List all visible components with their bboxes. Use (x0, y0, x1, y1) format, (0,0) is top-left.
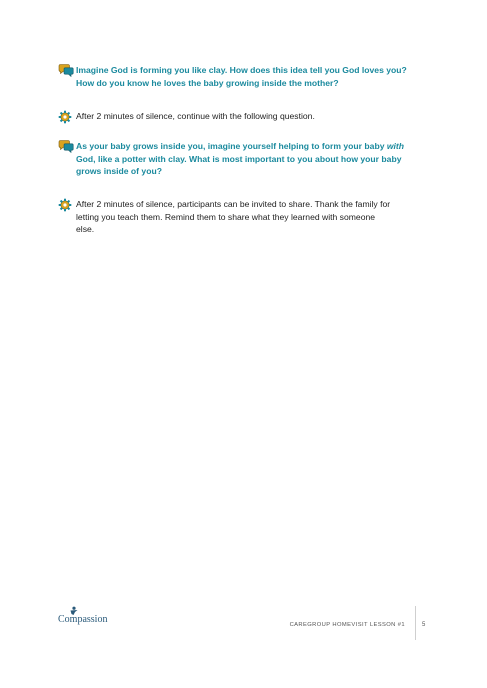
compassion-logo-text: Compassion (58, 614, 108, 625)
page-number: 5 (422, 622, 426, 628)
text-line: How do you know he loves the baby growing inside the mother? (76, 77, 339, 88)
question-block-2 (58, 140, 418, 178)
speech-bubble-icon (58, 64, 74, 78)
instruction-block-1 (58, 110, 418, 123)
lesson-label: CAREGROUP HOMEVISIT LESSON #1 (289, 622, 405, 628)
speech-bubble-icon (58, 140, 74, 154)
footer-divider (415, 606, 416, 640)
text-line: After 2 minutes of silence, participants can be invited to share. Thank the family for (76, 199, 391, 209)
text-line: letting you teach them. Remind them to share what they learned with someone (76, 211, 376, 222)
text-line: God, like a potter with clay. What is most important to you about how your baby (76, 153, 402, 164)
instruction-block-2 (58, 198, 418, 236)
text-span: As your baby grows inside you, imagine yourself helping to form your baby (76, 141, 387, 151)
text-line: grows inside of you? (76, 166, 162, 177)
text-line: else. (76, 224, 95, 235)
gear-icon (58, 110, 74, 124)
question-block-1 (58, 64, 418, 89)
gear-icon (58, 198, 74, 212)
text-line: After 2 minutes of silence, continue with the following question. (76, 111, 315, 121)
text-line: Imagine God is forming you like clay. How does this idea tell you God loves you? (76, 65, 407, 75)
text-line (76, 140, 418, 153)
emphasis-text: with (386, 141, 405, 151)
